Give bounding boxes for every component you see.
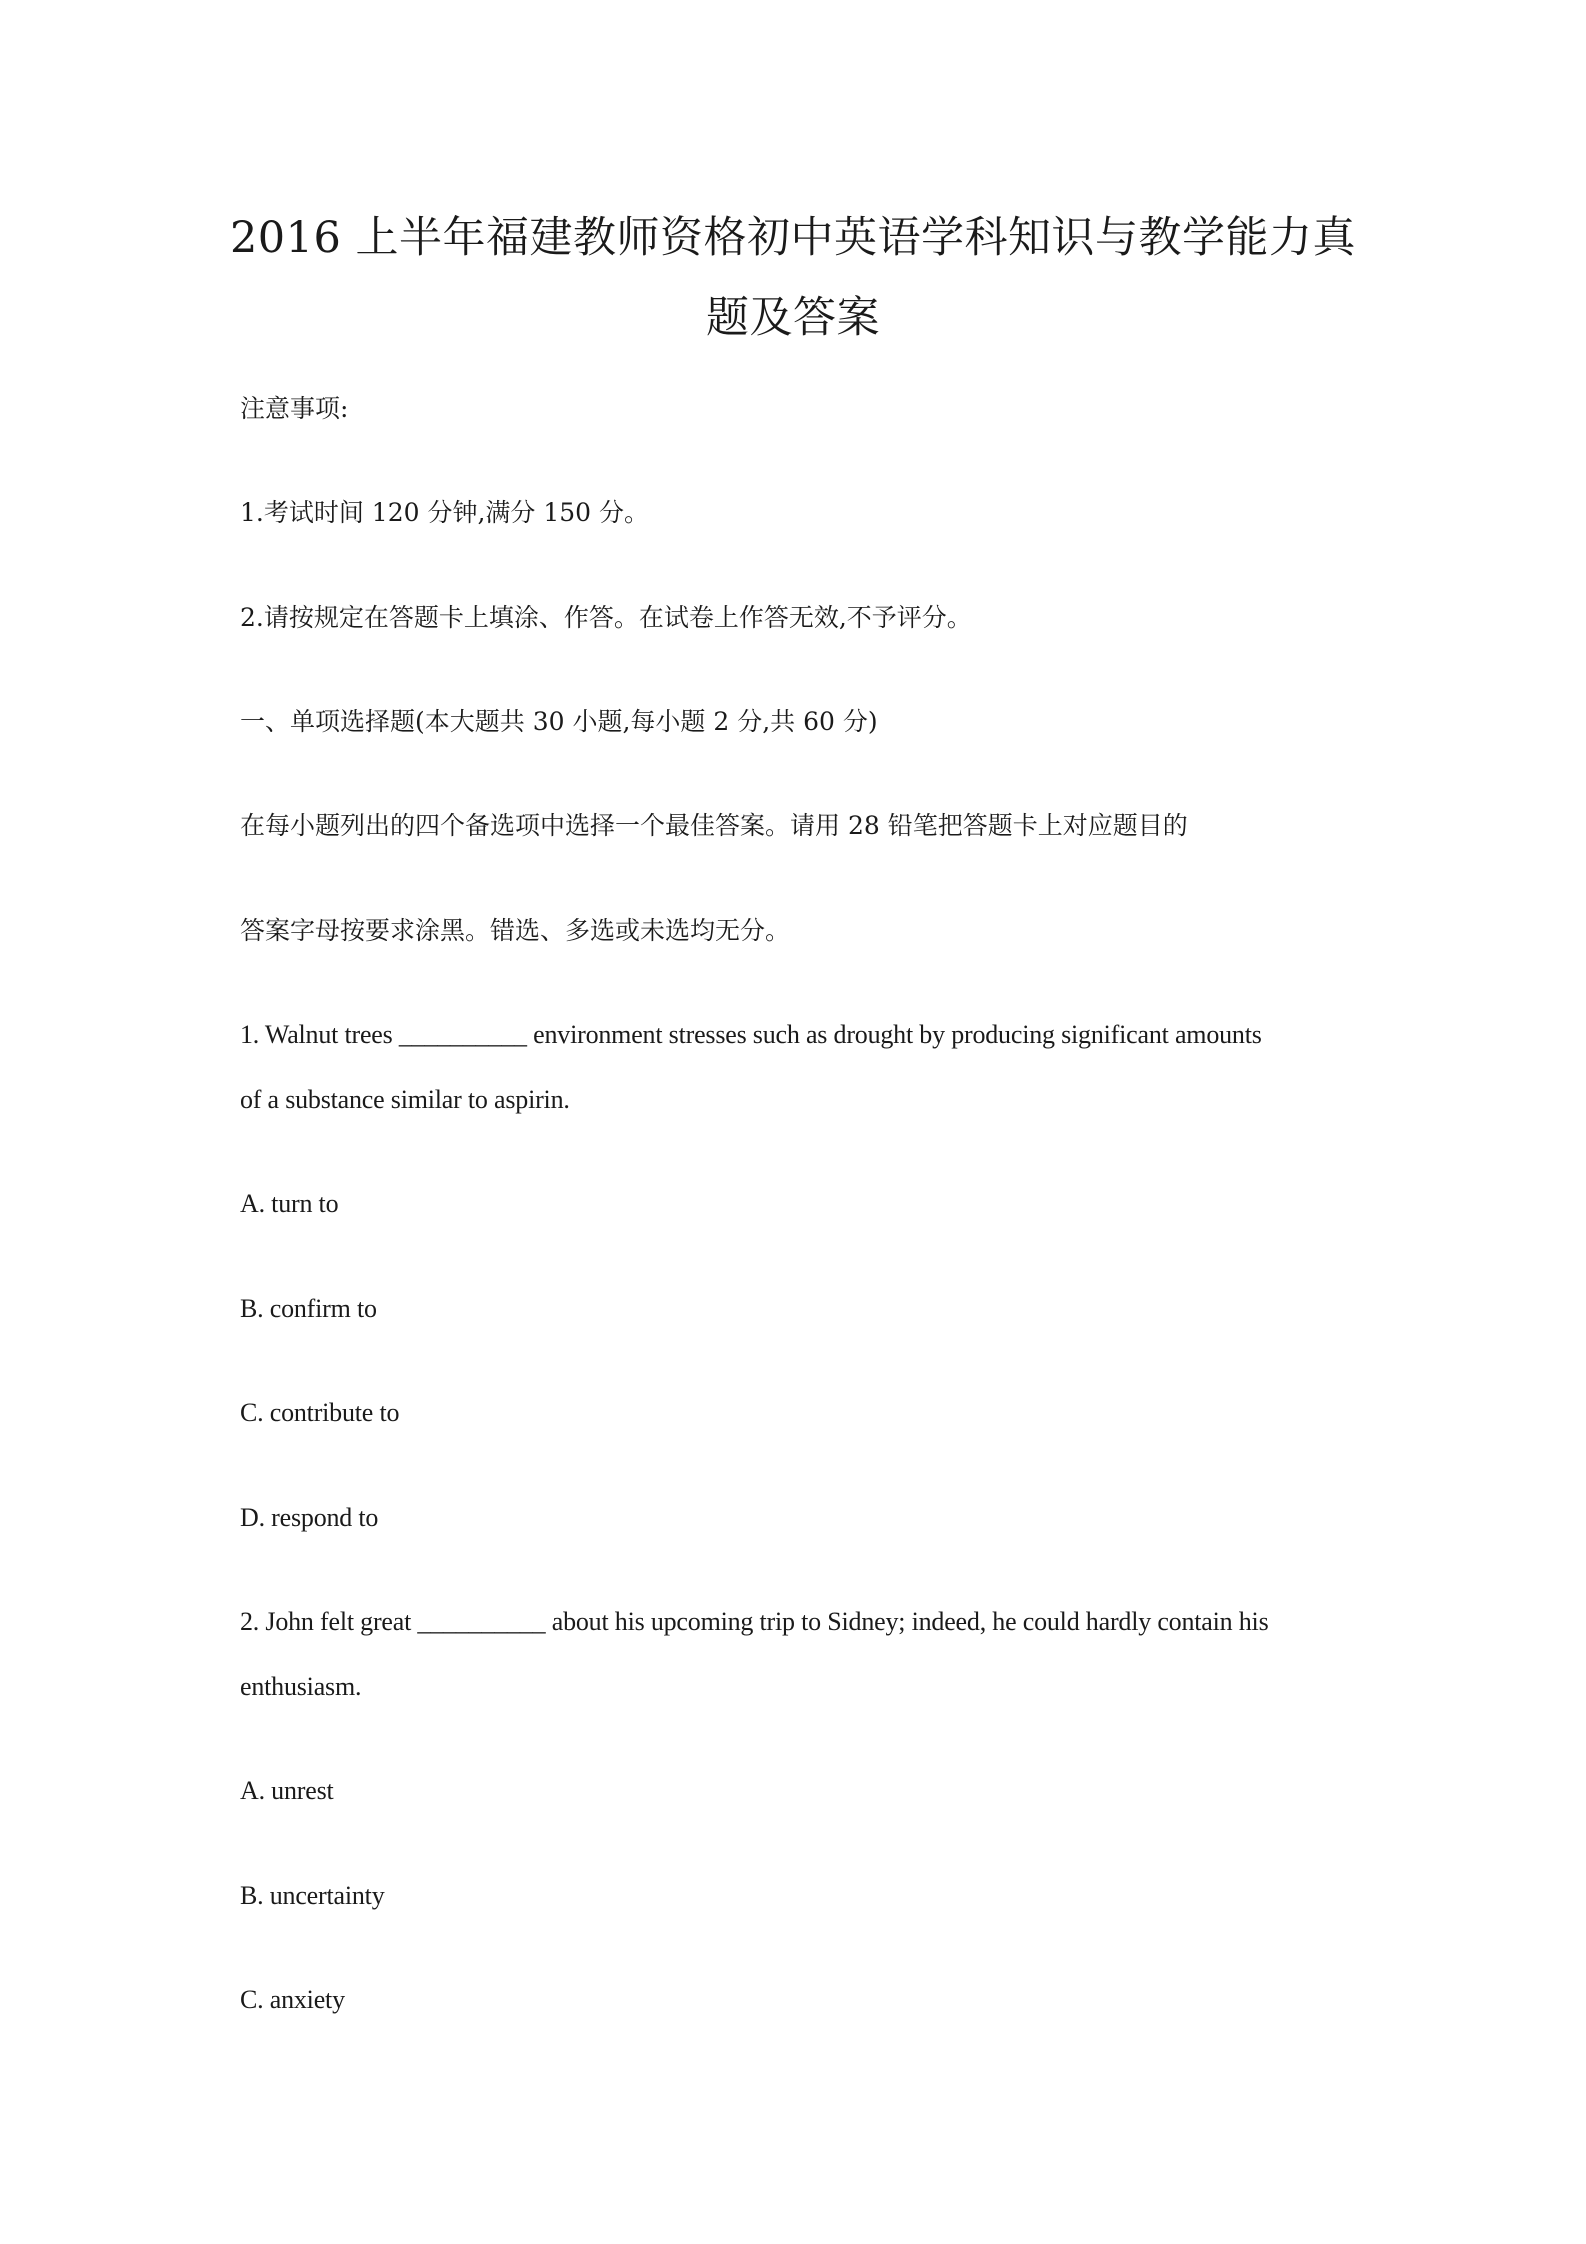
- section-heading: 一、单项选择题(本大题共 30 小题,每小题 2 分,共 60 分): [240, 707, 878, 736]
- note-item-2: 2.请按规定在答题卡上填涂、作答。在试卷上作答无效,不予评分。: [240, 603, 972, 632]
- instruction-line-1: 在每小题列出的四个备选项中选择一个最佳答案。请用 28 铅笔把答题卡上对应题目的: [240, 811, 1188, 840]
- question-2-option-b: B. uncertainty: [240, 1881, 385, 1910]
- note-item-1: 1.考试时间 120 分钟,满分 150 分。: [240, 498, 650, 527]
- question-1-option-c: C. contribute to: [240, 1398, 400, 1427]
- question-2-option-c: C. anxiety: [240, 1985, 345, 2014]
- notes-heading: 注意事项:: [240, 394, 349, 423]
- question-2-option-a: A. unrest: [240, 1776, 334, 1805]
- question-2-stem-line-1: 2. John felt great __________ about his upcoming trip to Sidney; indeed, he could hardly contain his: [240, 1607, 1269, 1636]
- document-title-line-2: 题及答案: [706, 293, 880, 343]
- instruction-line-2: 答案字母按要求涂黑。错选、多选或未选均无分。: [240, 916, 791, 945]
- question-2-stem-line-2: enthusiasm.: [240, 1672, 362, 1701]
- document-title-line-1: 2016 上半年福建教师资格初中英语学科知识与教学能力真: [229, 213, 1357, 263]
- question-1-stem-line-2: of a substance similar to aspirin.: [240, 1085, 570, 1114]
- question-1-option-b: B. confirm to: [240, 1294, 377, 1323]
- question-1-option-d: D. respond to: [240, 1503, 379, 1532]
- question-1-stem-line-1: 1. Walnut trees __________ environment stresses such as drought by producing significant amounts: [240, 1020, 1262, 1049]
- question-1-option-a: A. turn to: [240, 1189, 339, 1218]
